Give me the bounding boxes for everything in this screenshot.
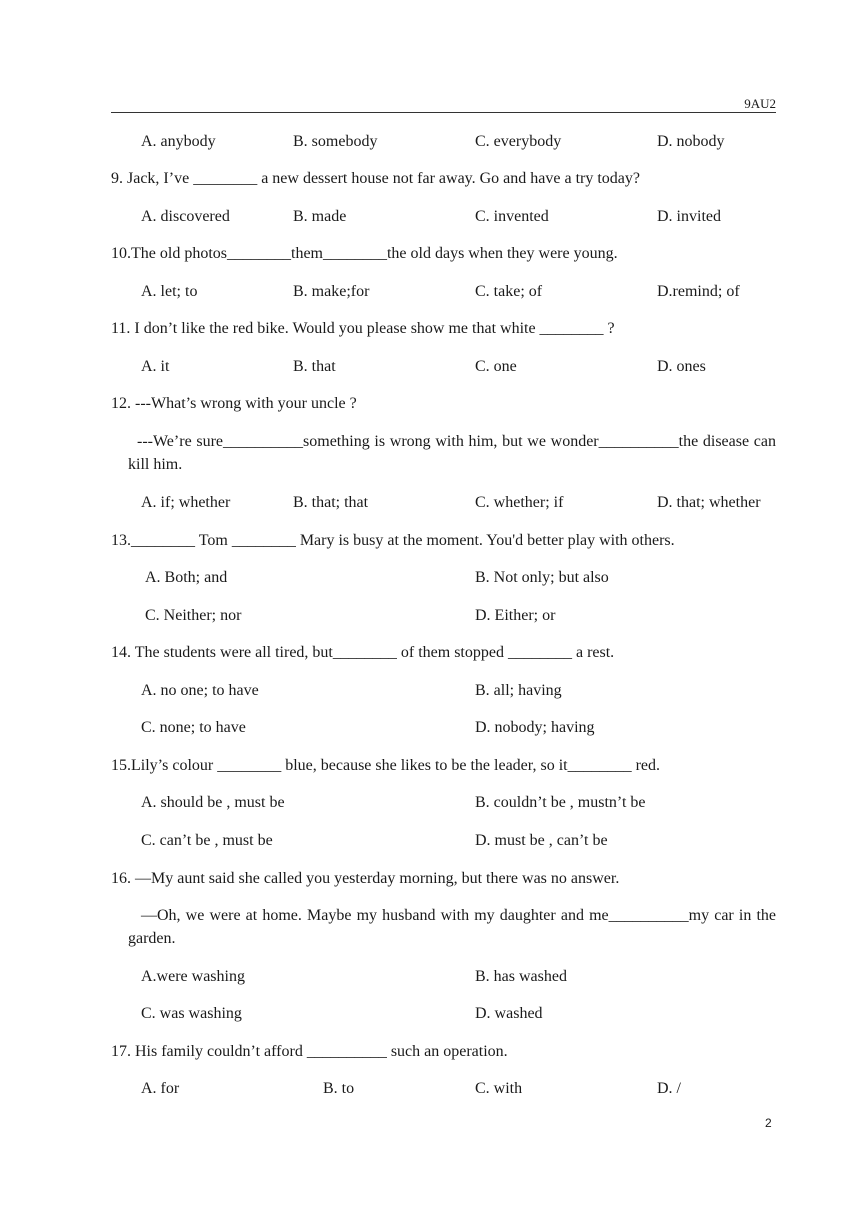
q13-option-a: A. Both; and bbox=[145, 569, 228, 586]
q8-option-b: B. somebody bbox=[293, 133, 378, 150]
q17-option-a: A. for bbox=[141, 1080, 180, 1097]
q17-option-c: C. with bbox=[475, 1080, 523, 1097]
q10-stem: 10.The old photos________them________the old days when they were young. bbox=[111, 245, 618, 262]
q11-option-a: A. it bbox=[141, 358, 170, 375]
q13-option-d: D. Either; or bbox=[475, 607, 556, 624]
q13-stem: 13.________ Tom ________ Mary is busy at the moment. You'd better play with others. bbox=[111, 532, 675, 549]
q12-stem: 12. ---What’s wrong with your uncle ? bbox=[111, 395, 357, 412]
q10-option-d: D.remind; of bbox=[657, 283, 740, 300]
q16-stem: 16. —My aunt said she called you yesterday morning, but there was no answer. bbox=[111, 870, 620, 887]
q15-option-b: B. couldn’t be , mustn’t be bbox=[475, 794, 646, 811]
q16-option-a: A.were washing bbox=[141, 968, 245, 985]
q9-option-b: B. made bbox=[293, 208, 347, 225]
header-code: 9AU2 bbox=[744, 96, 776, 111]
q9-option-d: D. invited bbox=[657, 208, 721, 225]
q14-option-d: D. nobody; having bbox=[475, 719, 595, 736]
q11-option-b: B. that bbox=[293, 358, 336, 375]
q9-option-a: A. discovered bbox=[141, 208, 230, 225]
q12-option-c: C. whether; if bbox=[475, 494, 564, 511]
q8-option-a: A. anybody bbox=[141, 133, 216, 150]
q13-option-b: B. Not only; but also bbox=[475, 569, 609, 586]
q8-option-c: C. everybody bbox=[475, 133, 562, 150]
q9-stem: 9. Jack, I’ve ________ a new dessert house not far away. Go and have a try today? bbox=[111, 170, 641, 187]
q14-option-a: A. no one; to have bbox=[141, 682, 259, 699]
q17-option-d: D. / bbox=[657, 1080, 681, 1097]
q12-option-d: D. that; whether bbox=[657, 494, 761, 511]
q11-option-c: C. one bbox=[475, 358, 517, 375]
q12-reply: ---We’re sure__________something is wrong with him, but we wonder__________the disease can kill him. bbox=[128, 433, 776, 473]
q17-option-b: B. to bbox=[323, 1080, 355, 1097]
q12-option-b: B. that; that bbox=[293, 494, 369, 511]
q16-reply: —Oh, we were at home. Maybe my husband with my daughter and me__________my car in the garden. bbox=[128, 907, 776, 947]
q10-option-c: C. take; of bbox=[475, 283, 543, 300]
q17-stem: 17. His family couldn’t afford __________ such an operation. bbox=[111, 1043, 508, 1060]
q14-option-c: C. none; to have bbox=[141, 719, 246, 736]
q13-option-c: C. Neither; nor bbox=[145, 607, 242, 624]
header-rule bbox=[111, 112, 776, 113]
q16-option-b: B. has washed bbox=[475, 968, 567, 985]
q14-option-b: B. all; having bbox=[475, 682, 562, 699]
q11-stem: 11. I don’t like the red bike. Would you please show me that white ________ ? bbox=[111, 320, 615, 337]
q10-option-a: A. let; to bbox=[141, 283, 198, 300]
q12-option-a: A. if; whether bbox=[141, 494, 231, 511]
q11-option-d: D. ones bbox=[657, 358, 706, 375]
q10-option-b: B. make;for bbox=[293, 283, 370, 300]
q16-option-c: C. was washing bbox=[141, 1005, 242, 1022]
q15-stem: 15.Lily’s colour ________ blue, because she likes to be the leader, so it________ red. bbox=[111, 757, 661, 774]
page-number: 2 bbox=[765, 1116, 772, 1130]
q15-option-c: C. can’t be , must be bbox=[141, 832, 273, 849]
q9-option-c: C. invented bbox=[475, 208, 549, 225]
q15-option-d: D. must be , can’t be bbox=[475, 832, 608, 849]
q8-option-d: D. nobody bbox=[657, 133, 725, 150]
q15-option-a: A. should be , must be bbox=[141, 794, 285, 811]
q16-option-d: D. washed bbox=[475, 1005, 543, 1022]
q14-stem: 14. The students were all tired, but________ of them stopped ________ a rest. bbox=[111, 644, 615, 661]
